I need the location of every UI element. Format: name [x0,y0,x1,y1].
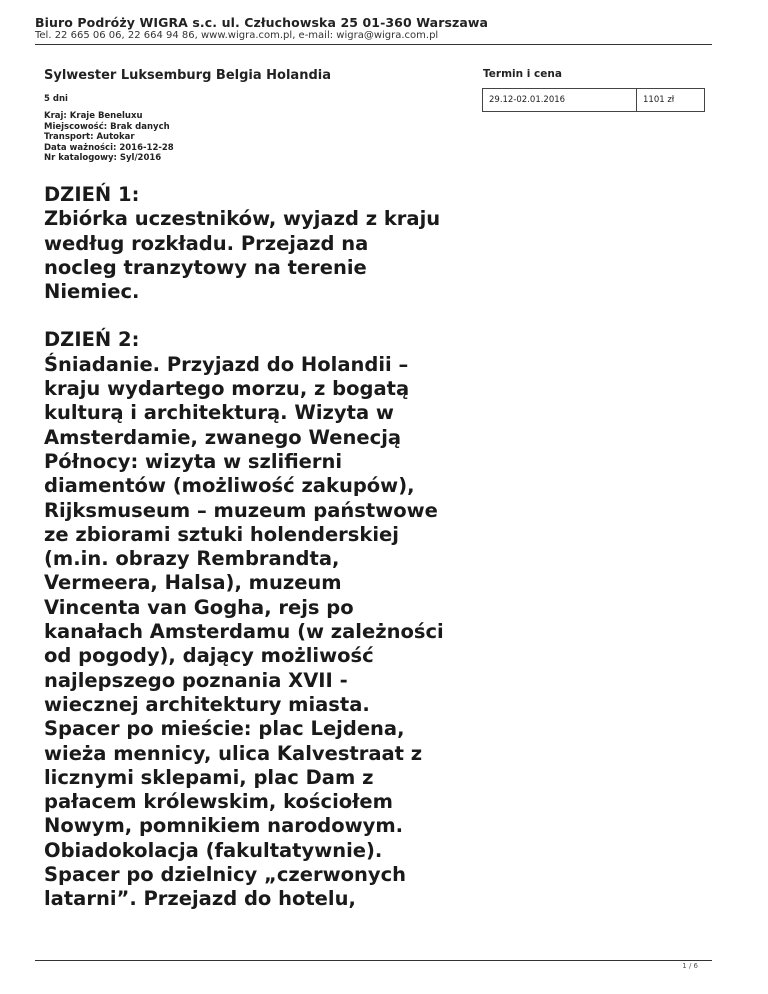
day-line: Spacer po mieście: plac Lejdena, [44,717,405,741]
day-heading: DZIEŃ 2: [44,328,140,352]
day-line: Nowym, pomnikiem narodowym. [44,814,404,838]
day-line: Spacer po dzielnicy „czerwonych [44,863,407,887]
header-divider [35,44,712,45]
day-line: Rijksmuseum – muzeum państwowe [44,498,438,522]
day-line: licznymi sklepami, plac Dam z [44,765,374,789]
day-line: ze zbiorami sztuki holenderskiej [44,522,399,546]
day-line: od pogody), dający możliwość [44,644,374,668]
day-heading: DZIEŃ 1: [44,183,140,206]
day-block [44,328,474,911]
company-contact: Tel. 22 665 06 06, 22 664 94 86, www.wigra.com.pl, e-mail: wigra@wigra.com.pl [35,30,439,41]
day-line: latarni”. Przejazd do hotelu, [44,887,356,911]
program-text [44,183,474,912]
meta-transport: Transport: Autokar [44,132,135,142]
meta-country: Kraj: Kraje Beneluxu [44,111,143,121]
day-line: Amsterdamie, zwanego Wenecją [44,425,402,449]
tour-title: Sylwester Luksemburg Belgia Holandia [44,68,331,83]
price-table-dates: 29.12-02.01.2016 [483,89,637,111]
day-line: diamentów (możliwość zakupów), [44,474,415,498]
day-line: według rozkładu. Przejazd na [44,231,369,255]
day-line: wieża mennicy, ulica Kalvestraat z [44,741,423,765]
tour-meta [44,111,174,164]
day-line: kulturą i architekturą. Wizyta w [44,401,394,425]
day-line: (m.in. obrazy Rembrandta, [44,547,340,571]
day-line: Vincenta van Gogha, rejs po [44,595,354,619]
day-line: Śniadanie. Przyjazd do Holandii – [44,352,409,376]
page-number: 1 / 6 [682,962,698,970]
day-line: Obiadokolacja (fakultatywnie). [44,838,383,862]
tour-duration: 5 dni [44,94,68,104]
day-line: kanałach Amsterdamu (w zależności [44,620,444,644]
meta-catalog-number: Nr katalogowy: Syl/2016 [44,153,162,163]
day-line: Vermeera, Halsa), muzeum [44,571,342,595]
footer-divider [35,960,712,961]
price-table-price: 1101 zł [643,95,675,105]
price-table [482,88,705,112]
day-line: Zbiórka uczestników, wyjazd z kraju [44,207,441,231]
day-line: wiecznej architektury miasta. [44,692,370,716]
day-line: Północy: wizyta w szlifierni [44,449,343,473]
company-name: Biuro Podróży WIGRA s.c. ul. Człuchowska 25 01-360 Warszawa [35,15,489,30]
day-line: kraju wydartego morzu, z bogatą [44,377,410,401]
day-line: pałacem królewskim, kościołem [44,790,393,814]
day-line: Niemiec. [44,280,140,304]
day-block [44,183,474,304]
price-heading: Termin i cena [483,68,562,80]
day-line: najlepszego poznania XVII - [44,668,348,692]
meta-location: Miejscowość: Brak danych [44,121,170,132]
day-line: nocleg tranzytowy na terenie [44,255,367,279]
meta-valid-until: Data ważności: 2016-12-28 [44,142,174,153]
